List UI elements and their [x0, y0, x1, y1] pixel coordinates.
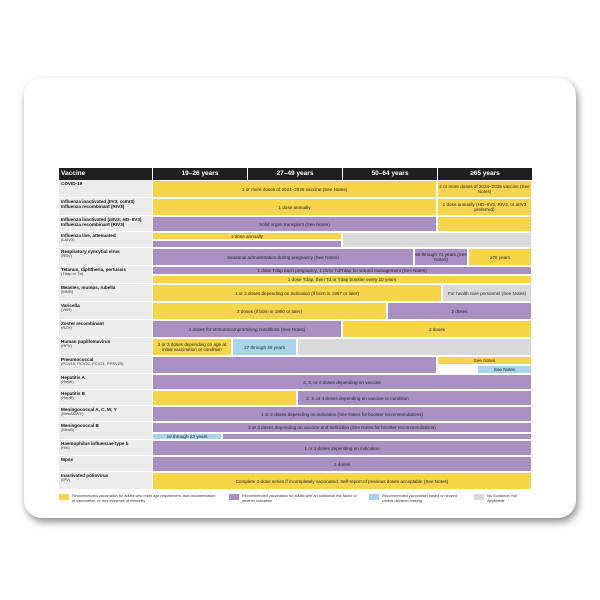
table-row — [59, 356, 532, 374]
schedule-bar: 2, 3, or 4 doses depending on vaccine or condition — [297, 390, 532, 406]
schedule-bar: 1 or 2 doses depending on indication (if born in 1957 or later) — [152, 284, 442, 302]
age-header-50-64: 50–64 years — [342, 168, 437, 180]
legend-text: Recommended vaccination based on shared clinical decision-making — [382, 494, 458, 503]
vaccine-abbrev: (RSV) — [61, 253, 72, 259]
table-row — [59, 266, 532, 284]
table-row — [59, 180, 532, 198]
legend-item-blue — [369, 494, 464, 503]
age-header-65-plus: ≥65 years — [437, 168, 532, 180]
vaccine-abbrev: (HepA) — [61, 379, 74, 385]
table-row — [59, 440, 532, 456]
table-row — [59, 472, 532, 490]
schedule-bar: 1 dose annually — [152, 198, 437, 216]
vaccine-cell — [59, 216, 152, 232]
schedule-bar — [437, 216, 532, 232]
table-row — [59, 248, 532, 266]
vaccine-cell — [59, 302, 152, 320]
vaccine-cell — [59, 406, 152, 422]
vaccine-cell — [59, 180, 152, 198]
vaccine-name-secondary: Influenza recombinant (RIV3) — [61, 222, 125, 228]
legend-text: Recommended vaccination for adults who meet age requirement, lack documentation of vaccination, or lack evidence of immunity — [72, 494, 216, 503]
table-row — [59, 302, 532, 320]
schedule-bar: See Notes — [477, 365, 532, 374]
schedule-bar: 1 dose annually (HD–IIV3, RIV3, or aIIV3 preferred) — [437, 198, 532, 216]
vaccine-cell — [59, 472, 152, 490]
legend — [59, 494, 532, 508]
table-row — [59, 390, 532, 406]
vaccine-name: Varicella — [61, 303, 80, 308]
vaccine-cell — [59, 356, 152, 374]
legend-swatch — [369, 494, 379, 500]
vaccine-abbrev: (MenACWY) — [61, 411, 84, 417]
vaccine-cell — [59, 266, 152, 284]
no-guidance-bar — [297, 338, 532, 356]
schedule-bar: 1 or 3 doses depending on indication — [152, 440, 532, 456]
schedule-bar: Seasonal administration during pregnancy (See Notes) — [152, 248, 414, 266]
vaccine-abbrev: (HPV) — [61, 343, 72, 349]
schedule-bar: Solid organ transplant (See Notes) — [152, 216, 437, 232]
age-header-19-26: 19–26 years — [152, 168, 247, 180]
schedule-bar: ≥75 years — [468, 248, 532, 266]
vaccine-column-header: Vaccine — [59, 168, 152, 180]
schedule-bar: 19 through 23 years — [152, 433, 222, 440]
schedule-bar-yellow — [152, 390, 297, 406]
schedule-bar: See Notes — [437, 356, 532, 365]
vaccine-abbrev: (PCV15, PCV20, PCV21, PPSV23) — [61, 361, 124, 367]
table-row — [59, 422, 532, 440]
legend-text: No Guidance/ Not Applicable — [487, 494, 518, 503]
vaccine-cell — [59, 232, 152, 248]
vaccine-abbrev: (MMR) — [61, 289, 74, 295]
vaccine-name: Influenza inactivated (aIIV3; HD–IIV3) — [61, 217, 142, 222]
schedule-bar: 2 doses — [152, 456, 532, 472]
vaccine-name: Influenza live, attenuated — [61, 233, 116, 238]
legend-item-yellow — [59, 494, 219, 503]
no-guidance-bar — [342, 232, 532, 248]
schedule-bar: 1 or 2 doses depending on indication (See Notes for booster recommendations) — [152, 406, 532, 422]
vaccine-name: Hepatitis A — [61, 375, 85, 380]
legend-swatch — [474, 494, 484, 500]
vaccine-name: Pneumococcal — [61, 357, 94, 362]
vaccine-name: COVID-19 — [61, 181, 83, 186]
vaccine-cell — [59, 338, 152, 356]
schedule-bar: 1 or more doses of 2024–2025 vaccine (See Notes) — [152, 180, 437, 198]
vaccine-name: Inactivated poliovirus — [61, 473, 109, 478]
schedule-bar-purple — [222, 433, 532, 440]
vaccine-cell — [59, 422, 152, 440]
table-row — [59, 338, 532, 356]
schedule-bar: 2 doses (if born in 1980 or later) — [152, 302, 387, 320]
legend-swatch — [229, 494, 239, 500]
legend-item-purple — [229, 494, 359, 503]
vaccine-name: Haemophilus influenzae type b — [61, 441, 129, 446]
vaccine-cell — [59, 440, 152, 456]
table-row — [59, 216, 532, 232]
vaccine-abbrev: (HepB) — [61, 395, 74, 401]
schedule-bar — [152, 356, 437, 374]
schedule-bar: Complete 3-dose series if incompletely vaccinated. Self-report of previous doses acceptable (See Notes) — [152, 472, 532, 490]
vaccine-name: Zoster recombinant — [61, 321, 104, 326]
table-row — [59, 232, 532, 248]
vaccine-name: Mpox — [61, 457, 73, 462]
vaccine-name: Meningococcal A, C, W, Y — [61, 407, 117, 412]
legend-item-gray — [474, 494, 532, 503]
table-row — [59, 198, 532, 216]
vaccine-abbrev: (Hib) — [61, 445, 70, 451]
schedule-bar: 2 doses — [342, 320, 532, 338]
table-row — [59, 320, 532, 338]
vaccine-name: Human papillomavirus — [61, 339, 111, 344]
schedule-bar — [152, 240, 342, 248]
vaccine-abbrev: (IPV) — [61, 477, 71, 483]
schedule-bar: 27 through 45 years — [232, 338, 297, 356]
age-header-27-49: 27–49 years — [247, 168, 342, 180]
schedule-bar: 2 or more doses of 2024–2025 vaccine (See Notes) — [437, 180, 532, 198]
vaccine-cell — [59, 374, 152, 390]
schedule-bar: 1 dose annually — [152, 232, 342, 240]
vaccine-name: Measles, mumps, rubella — [61, 285, 116, 290]
vaccine-name: Respiratory syncytial virus — [61, 249, 120, 254]
vaccine-abbrev: (MenB) — [61, 427, 75, 433]
schedule-bar: 2 or 3 doses depending on age at initial vaccination or condition — [152, 338, 232, 356]
vaccine-abbrev: (VAR) — [61, 307, 72, 313]
legend-swatch — [59, 494, 69, 500]
table-row — [59, 456, 532, 472]
vaccine-abbrev: (LAIV3) — [61, 237, 75, 243]
vaccine-name: Tetanus, diphtheria, pertussis — [61, 267, 127, 272]
vaccine-cell — [59, 198, 152, 216]
schedule-bar: 1 dose Tdap, then Td or Tdap booster every 10 years — [152, 275, 532, 284]
schedule-bar: 1 dose Tdap each pregnancy; 1 dose Td/Tdap for wound management (See Notes) — [152, 266, 532, 275]
schedule-bar: 2 doses for immunocompromising conditions (See Notes) — [152, 320, 342, 338]
vaccine-cell — [59, 320, 152, 338]
blank-cell — [437, 365, 477, 374]
vaccine-name: Influenza inactivated (IIV3, ccIIV3) — [61, 199, 135, 204]
schedule-bar: For health care personnel (See Notes) — [442, 284, 532, 302]
vaccine-name: Meningococcal B — [61, 423, 99, 428]
vaccine-name: Hepatitis B — [61, 391, 85, 396]
vaccine-cell — [59, 456, 152, 472]
schedule-bar: 2 doses — [387, 302, 532, 320]
table-row — [59, 406, 532, 422]
schedule-bar: 2 or 3 doses depending on vaccine and indication (See Notes for booster recommendations) — [152, 422, 532, 433]
vaccine-cell — [59, 390, 152, 406]
legend-text: Recommended vaccination for adults with an additional risk factor or another indication — [242, 494, 357, 503]
table-row — [59, 284, 532, 302]
schedule-bar: 2, 3, or 4 doses depending on vaccine — [152, 374, 532, 390]
vaccine-name-secondary: Influenza recombinant (RIV3) — [61, 204, 125, 210]
table-row — [59, 374, 532, 390]
vaccine-abbrev: (Tdap or Td) — [61, 271, 84, 277]
vaccine-abbrev: (RZV) — [61, 325, 72, 331]
schedule-bar: 60 through 74 years (See Notes) — [414, 248, 468, 266]
vaccine-cell — [59, 248, 152, 266]
vaccine-cell — [59, 284, 152, 302]
